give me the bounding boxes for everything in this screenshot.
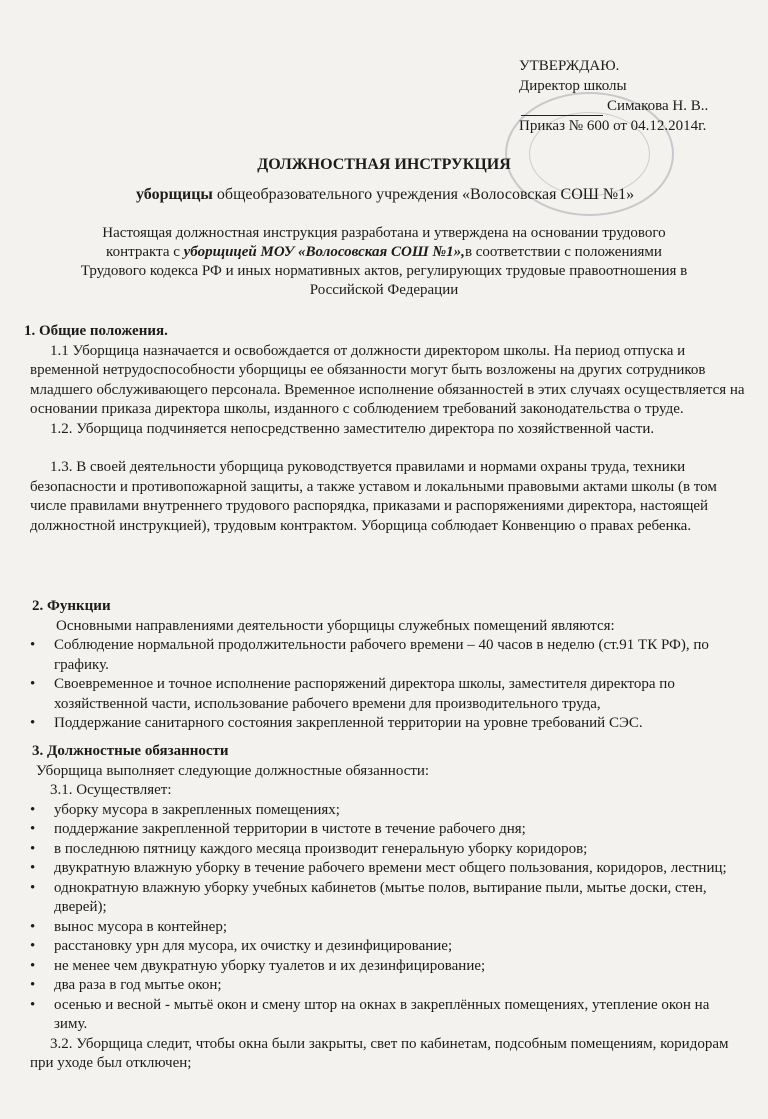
bullet-icon: • [30,821,36,837]
list-item [30,840,746,860]
subtitle-rest: общеобразовательного учреждения «Волосовская СОШ №1» [212,186,635,203]
section-2-heading: 2. Функции [32,598,111,614]
document-subtitle [136,186,634,204]
list-item-text: в последнюю пятницу каждого месяца производит генеральную уборку коридоров; [54,840,588,857]
list-item [30,801,746,821]
bullet-icon: • [30,996,36,1013]
list-item [30,714,746,734]
intro-part-3: в соответствии с положениями Трудового кодекса РФ и иных нормативных актов, регулирующих трудовые правоотношения в Российской Федерации [80,244,688,298]
intro-part-2: уборщицей МОУ «Волосовская СОШ №1», [183,244,465,260]
bullet-icon: • [30,957,36,974]
list-item-text: два раза в год мытье окон; [54,977,222,993]
section-3-heading: 3. Должностные обязанности [32,743,229,759]
list-item [30,859,746,879]
list-item-text: Своевременное и точное исполнение распоряжений директора школы, заместителя директора по хозяйственной части, использование рабочего времени для производительного труда, [54,676,675,712]
list-item-text: однократную влажную уборку учебных кабинетов (мытье полов, вытирание пыли, мытье доски, стен, дверей); [54,879,707,915]
section-3-list [30,801,746,1035]
section-2-lead: Основными направлениями деятельности уборщицы служебных помещений являются: [56,617,615,634]
bullet-icon: • [30,840,36,857]
approver-name: Симакова Н. В.. [607,98,709,114]
subtitle-bold: уборщицы [136,186,213,203]
list-item [30,879,746,918]
list-item-text: Соблюдение нормальной продолжительности рабочего времени – 40 часов в неделю (ст.91 ТК РФ), по графику. [54,637,709,673]
approve-label: УТВЕРЖДАЮ. [519,58,620,74]
bullet-icon: • [30,860,36,876]
approval-block [519,56,708,136]
section-1-p1: 1.1 Уборщица назначается и освобождается от должности директором школы. На период отпуска и временной нетрудоспособности уборщицы ее обязанности могут быть возложены на других сотрудников младшего обслуживающего персонала. Временное исполнение обязанностей в этих случаях осуществляется на основании приказа директора школы, изданного с соблюдением требований законодательства о труде. [30,342,745,417]
bullet-icon: • [30,637,36,653]
section-2 [30,597,746,734]
section-3-lead: Уборщица выполняет следующие должностные обязанности: [36,762,430,779]
list-item-text: двукратную влажную уборку в течение рабочего времени мест общего пользования, коридоров, лестниц; [54,860,727,876]
section-3 [30,742,746,1074]
section-1-heading: 1. Общие положения. [24,323,168,339]
list-item [30,937,746,957]
order-reference: Приказ № 600 от 04.12.2014г. [519,118,707,134]
list-item [30,976,746,996]
list-item-text: уборку мусора в закрепленных помещениях; [54,801,340,818]
section-1-p3: 1.3. В своей деятельности уборщица руководствуется правилами и нормами охраны труда, техники безопасности и противопожарной защиты, а также уставом и локальными правовыми актами школы (в том числе правилами внутреннего трудового распорядка, приказами и распоряжениями директора, настоящей должностной инструкцией), трудовым контрактом. Уборщица соблюдает Конвенцию о правах ребенка. [30,459,717,534]
list-item [30,820,746,840]
list-item [30,636,746,675]
section-1-p2: 1.2. Уборщица подчиняется непосредственно заместителю директора по хозяйственной части. [50,420,655,437]
bullet-icon: • [30,715,36,731]
section-3-p32: 3.2. Уборщица следит, чтобы окна были закрыты, свет по кабинетам, подсобным помещениям, коридорам при уходе был отключен; [30,1035,729,1071]
section-1 [24,322,746,536]
list-item-text: поддержание закрепленной территории в чистоте в течение рабочего дня; [54,821,526,837]
intro-paragraph [78,224,690,300]
list-item [30,996,746,1035]
bullet-icon: • [30,879,36,896]
list-item-text: не менее чем двукратную уборку туалетов и их дезинфицирование; [54,957,486,974]
bullet-icon: • [30,918,36,935]
bullet-icon: • [30,977,36,993]
list-item-text: осенью и весной - мытьё окон и смену штор на окнах в закреплённых помещениях, утепление окон на зиму. [54,996,710,1032]
list-item [30,675,746,714]
bullet-icon: • [30,938,36,954]
list-item-text: расстановку урн для мусора, их очистку и дезинфицирование; [54,938,453,954]
list-item-text: вынос мусора в контейнер; [54,918,228,935]
document-title: ДОЛЖНОСТНАЯ ИНСТРУКЦИЯ [257,156,511,173]
list-item [30,918,746,938]
list-item-text: Поддержание санитарного состояния закрепленной территории на уровне требований СЭС. [54,715,643,731]
bullet-icon: • [30,801,36,818]
list-item [30,957,746,977]
approver-position: Директор школы [519,78,627,94]
bullet-icon: • [30,676,36,692]
section-2-list [30,636,746,734]
section-3-sub: 3.1. Осуществляет: [50,782,172,798]
intro-part-1: Настоящая должностная инструкция разработана и утверждена на основании трудового контракта с [102,225,666,260]
